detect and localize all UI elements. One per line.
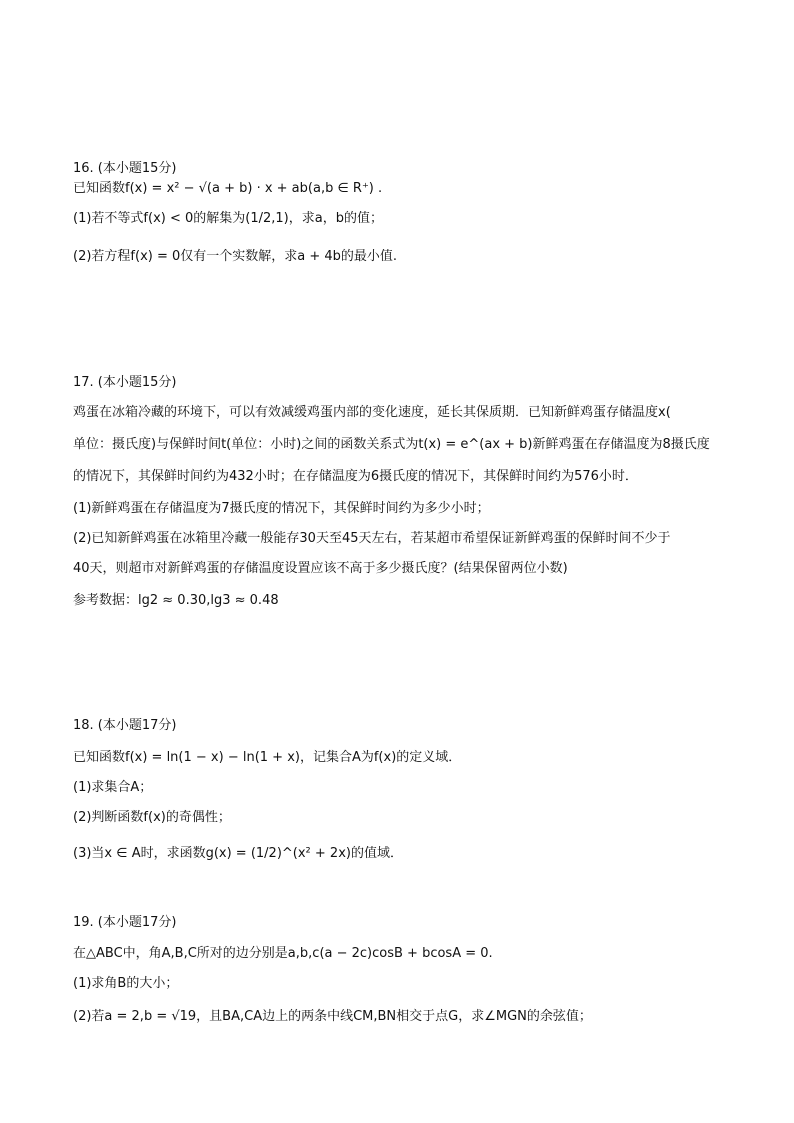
problem-statement-line-1: 鸡蛋在冰箱冷藏的环境下，可以有效减缓鸡蛋内部的变化速度，延长其保质期．已知新鲜鸡蛋存储温度x(	[73, 405, 671, 420]
problem-header: 17. (本小题15分)	[73, 375, 177, 390]
sub-question-2: (2)若a = 2,b = √19，且BA,CA边上的两条中线CM,BN相交于点G，求∠MGN的余弦值；	[73, 1009, 592, 1024]
sub-question-1: (1)求角B的大小；	[73, 976, 179, 991]
sub-question-2-line-2: 40天，则超市对新鲜鸡蛋的存储温度设置应该不高于多少摄氏度？(结果保留两位小数)	[73, 561, 568, 576]
problem-header: 19. (本小题17分)	[73, 915, 177, 930]
problem-header: 18. (本小题17分)	[73, 718, 177, 733]
problem-statement-line-2: 单位：摄氏度)与保鲜时间t(单位：小时)之间的函数关系式为t(x) = e^(ax + b)新鲜鸡蛋在存储温度为8摄氏度	[73, 437, 710, 452]
problem-statement: 在△ABC中，角A,B,C所对的边分别是a,b,c(a − 2c)cosB + bcosA = 0.	[73, 946, 493, 961]
sub-question-2-line-1: (2)已知新鲜鸡蛋在冰箱里冷藏一般能存30天至45天左右，若某超市希望保证新鲜鸡蛋的保鲜时间不少于	[73, 531, 671, 546]
sub-question-2: (2)判断函数f(x)的奇偶性；	[73, 810, 231, 825]
sub-question-1: (1)若不等式f(x) < 0的解集为(1/2,1)，求a，b的值；	[73, 211, 383, 226]
problem-statement: 已知函数f(x) = ln(1 − x) − ln(1 + x)，记集合A为f(x)的定义域．	[73, 750, 462, 765]
sub-question-1: (1)求集合A；	[73, 780, 153, 795]
sub-question-1: (1)新鲜鸡蛋在存储温度为7摄氏度的情况下，其保鲜时间约为多少小时；	[73, 501, 490, 516]
sub-question-2: (2)若方程f(x) = 0仅有一个实数解，求a + 4b的最小值.	[73, 249, 398, 264]
problem-statement: 已知函数f(x) = x² − √(a + b) · x + ab(a,b ∈ R⁺) .	[73, 181, 383, 196]
sub-question-3: (3)当x ∈ A时，求函数g(x) = (1/2)^(x² + 2x)的值域．	[73, 846, 403, 861]
reference-data: 参考数据：lg2 ≈ 0.30,lg3 ≈ 0.48	[73, 593, 279, 608]
problem-statement-line-3: 的情况下，其保鲜时间约为432小时；在存储温度为6摄氏度的情况下，其保鲜时间约为576小时．	[73, 469, 638, 484]
problem-header: 16. (本小题15分)	[73, 161, 177, 176]
